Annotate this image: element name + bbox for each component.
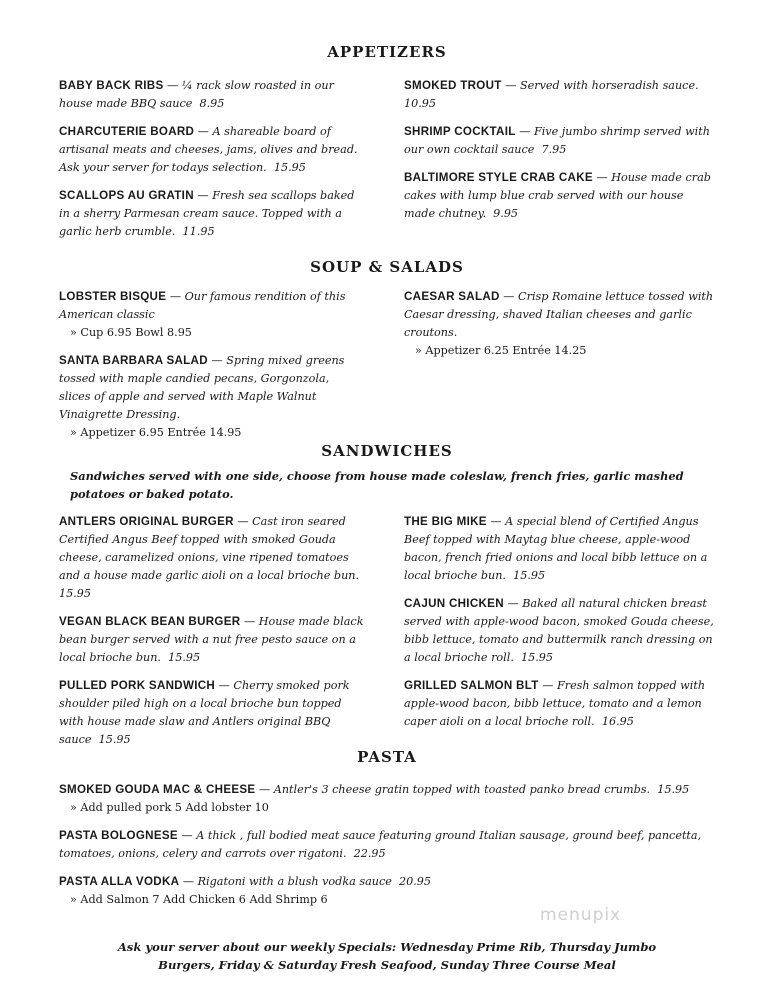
menu-item-mac-cheese: SMOKED GOUDA MAC & CHEESE — Antler's 3 cheese gratin topped with toasted panko bread crumbs. 15.95 » Add pulled pork 5 Add lobster 10: [59, 781, 719, 817]
menu-item-big-mike: THE BIG MIKE — A special blend of Certified Angus Beef topped with Maytag blue cheese, apple-wood bacon, french fried onions and local bibb lettuce on a local brioche bun. 15.95: [404, 515, 708, 582]
menu-item-pasta-bolognese: PASTA BOLOGNESE — A thick , full bodied meat sauce featuring ground Italian sausage, ground beef, pancetta, tomatoes, onions, celery and carrots over rigatoni. 22.95: [59, 829, 702, 860]
price-options: » Appetizer 6.95 Entrée 14.95: [70, 426, 242, 439]
menu-item-santa-barbara-salad: SANTA BARBARA SALAD — Spring mixed greens tossed with maple candied pecans, Gorgonzola, slices of apple and served with Maple Walnut Vinaigrette Dressing. » Appetizer 6.95 Entrée 14.95: [59, 352, 364, 442]
pasta-list: [59, 781, 719, 919]
menu-item-vegan-burger: VEGAN BLACK BEAN BURGER — House made black bean burger served with a nut free pesto sauce on a local brioche bun. 15.95: [59, 615, 364, 664]
sandwiches-left-column: [59, 513, 364, 759]
add-ons: » Add Salmon 7 Add Chicken 6 Add Shrimp 6: [70, 893, 328, 906]
appetizers-right-column: [404, 77, 716, 233]
menupix-watermark: menupix: [540, 905, 622, 925]
sandwiches-heading: SANDWICHES: [321, 442, 453, 460]
appetizers-left-column: [59, 77, 364, 251]
sandwiches-note: Sandwiches served with one side, choose from house made coleslaw, french fries, garlic mashed potatoes or baked potato.: [70, 469, 684, 501]
price-options: » Cup 6.95 Bowl 8.95: [70, 326, 192, 339]
menu-item-shrimp-cocktail: SHRIMP COCKTAIL — Five jumbo shrimp served with our own cocktail sauce 7.95: [404, 125, 710, 156]
menu-item-scallops-au-gratin: SCALLOPS AU GRATIN — Fresh sea scallops baked in a sherry Parmesan cream sauce. Topped with a garlic herb crumble. 11.95: [59, 189, 355, 238]
menu-item-baltimore-crab-cake: BALTIMORE STYLE CRAB CAKE — House made crab cakes with lump blue crab served with our house made chutney. 9.95: [404, 171, 711, 220]
menu-item-lobster-bisque: LOBSTER BISQUE — Our famous rendition of this American classic » Cup 6.95 Bowl 8.95: [59, 288, 364, 342]
menu-item-baby-back-ribs: BABY BACK RIBS — ¼ rack slow roasted in our house made BBQ sauce 8.95: [59, 79, 334, 110]
menu-item-pasta-vodka: PASTA ALLA VODKA — Rigatoni with a blush vodka sauce 20.95 » Add Salmon 7 Add Chicken 6 Add Shrimp 6: [59, 873, 719, 909]
sandwiches-right-column: [404, 513, 716, 741]
soups-right-column: [404, 288, 716, 370]
menu-item-antlers-burger: ANTLERS ORIGINAL BURGER — Cast iron seared Certified Angus Beef topped with smoked Gouda cheese, caramelized onions, vine ripened tomatoes and a house made garlic aioli on a local brioche bun. 15.95: [59, 515, 360, 600]
menu-item-caesar-salad: CAESAR SALAD — Crisp Romaine lettuce tossed with Caesar dressing, shaved Italian cheeses and garlic croutons. » Appetizer 6.25 Entrée 14.25: [404, 288, 716, 360]
weekly-specials-footer: Ask your server about our weekly Specials: Wednesday Prime Rib, Thursday Jumbo Burgers, Friday & Saturday Fresh Seafood, Sunday Three Course Meal: [117, 940, 657, 972]
menu-item-smoked-trout: SMOKED TROUT — Served with horseradish sauce. 10.95: [404, 79, 699, 110]
pasta-heading: PASTA: [357, 748, 417, 766]
menu-item-cajun-chicken: CAJUN CHICKEN — Baked all natural chicken breast served with apple-wood bacon, smoked Gouda cheese, bibb lettuce, tomato and buttermilk ranch dressing on a local brioche roll. 15.95: [404, 597, 714, 664]
appetizers-heading: APPETIZERS: [327, 43, 447, 61]
menu-item-charcuterie-board: CHARCUTERIE BOARD — A shareable board of artisanal meats and cheeses, jams, olives and bread. Ask your server for todays selection. 15.95: [59, 125, 358, 174]
soups-left-column: [59, 288, 364, 452]
add-ons: » Add pulled pork 5 Add lobster 10: [70, 801, 269, 814]
menu-item-pulled-pork: PULLED PORK SANDWICH — Cherry smoked pork shoulder piled high on a local brioche bun topped with house made slaw and Antlers original BBQ sauce 15.95: [59, 679, 350, 746]
soup-salads-heading: SOUP & SALADS: [310, 258, 464, 276]
menu-item-grilled-salmon-blt: GRILLED SALMON BLT — Fresh salmon topped with apple-wood bacon, bibb lettuce, tomato and a lemon caper aioli on a local brioche roll. 16.95: [404, 679, 706, 728]
price-options: » Appetizer 6.25 Entrée 14.25: [415, 344, 587, 357]
